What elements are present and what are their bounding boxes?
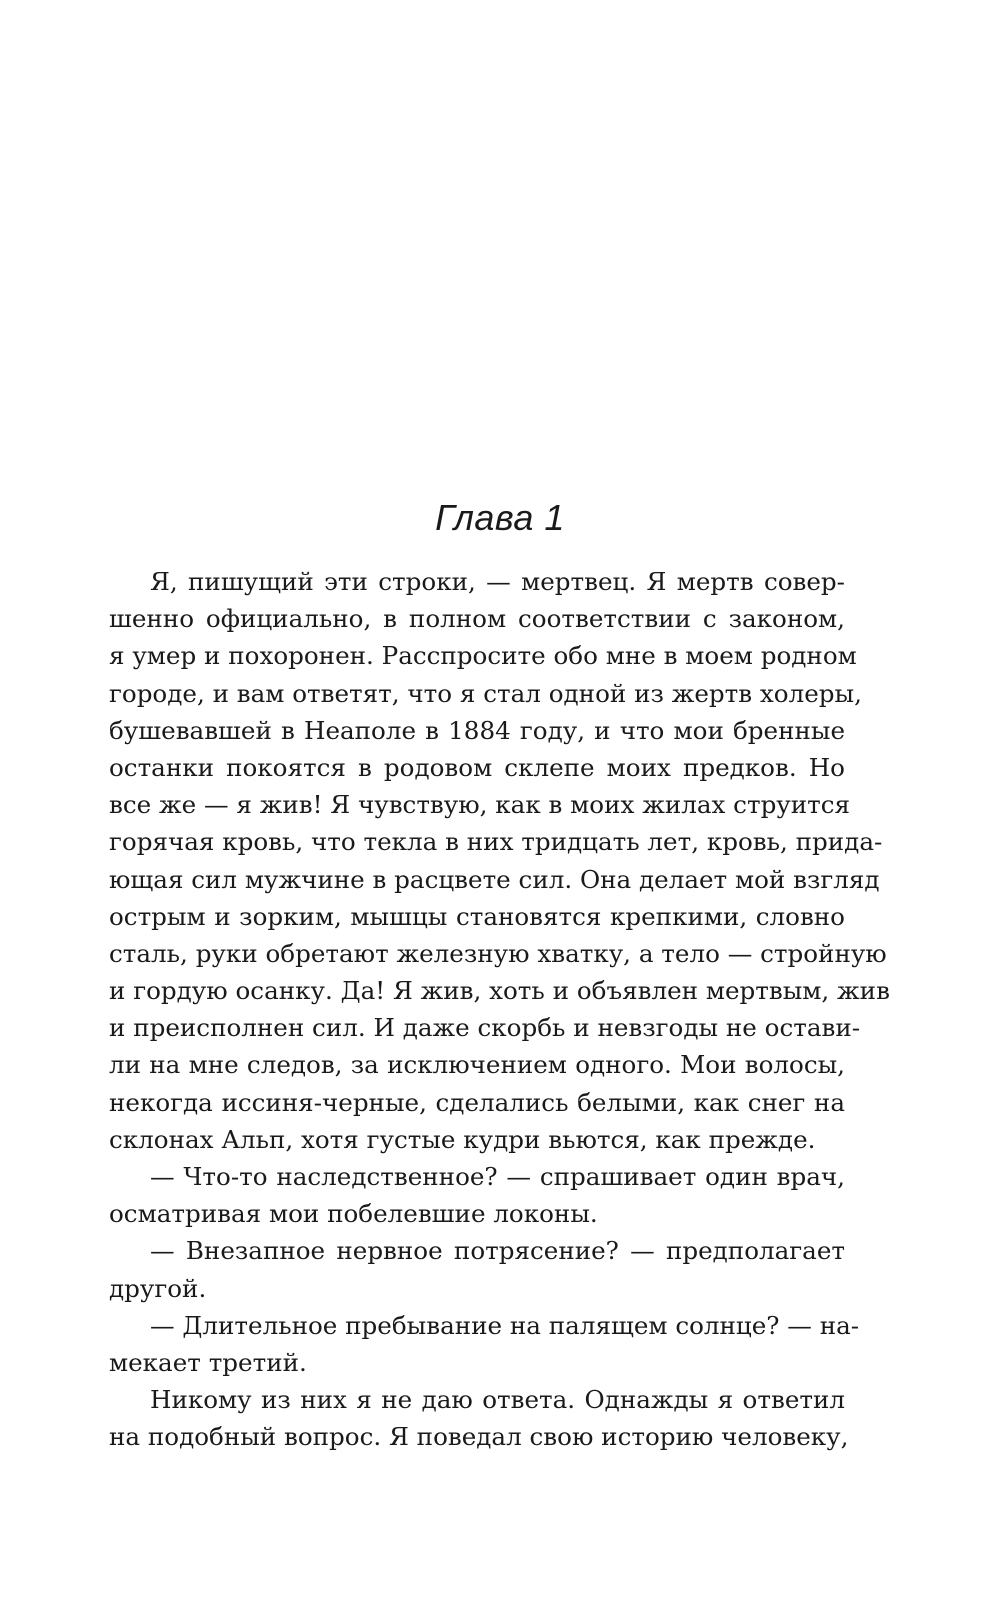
text-line: и преисполнен сил. И даже скорбь и невзгоды не остави-	[109, 1013, 861, 1043]
text-line: мекает третий.	[109, 1347, 307, 1377]
text-line: — Что-то наследственное? — спрашивает один врач,	[150, 1162, 845, 1191]
text-line: сталь, руки обретают железную хватку, а тело — стройную	[109, 938, 887, 968]
text-line: все же — я жив! Я чувствую, как в моих жилах струится	[109, 790, 851, 820]
text-line: останки покоятся в родовом склепе моих предков. Но	[109, 752, 845, 782]
text-line: ющая сил мужчине в расцвете сил. Она делает мой взгляд	[109, 864, 880, 894]
text-line: горячая кровь, что текла в них тридцать лет, кровь, прида-	[109, 827, 883, 857]
chapter-body	[109, 563, 890, 1456]
text-line: я умер и похоронен. Расспросите обо мне в моем родном	[109, 641, 857, 671]
text-line: осматривая мои побелевшие локоны.	[109, 1199, 598, 1229]
text-line: — Внезапное нервное потрясение? — предполагает	[150, 1236, 845, 1266]
text-line: Я, пишущий эти строки, — мертвец. Я мертв совер-	[150, 567, 845, 596]
text-line: склонах Альп, хотя густые кудри вьются, как прежде.	[109, 1124, 816, 1154]
chapter-title: Глава 1	[435, 497, 565, 538]
text-line: и гордую осанку. Да! Я жив, хоть и объявлен мертвым, жив	[109, 976, 890, 1006]
text-line: острым и зорким, мышцы становятся крепкими, словно	[109, 901, 845, 931]
text-line: бушевавшей в Неаполе в 1884 году, и что мои бренные	[109, 715, 845, 745]
text-line: ли на мне следов, за исключением одного. Мои волосы,	[109, 1050, 845, 1080]
text-line: на подобный вопрос. Я поведал свою историю человеку,	[109, 1422, 849, 1452]
text-line: шенно официально, в полном соответствии с законом,	[109, 604, 845, 634]
text-line: Никому из них я не даю ответа. Однажды я ответил	[150, 1385, 845, 1415]
text-line: — Длительное пребывание на палящем солнце? — на-	[150, 1310, 860, 1340]
text-line: другой.	[109, 1273, 207, 1303]
text-line: некогда иссиня-черные, сделались белыми, как снег на	[109, 1087, 845, 1117]
text-line: городе, и вам ответят, что я стал одной из жертв холеры,	[109, 678, 862, 708]
